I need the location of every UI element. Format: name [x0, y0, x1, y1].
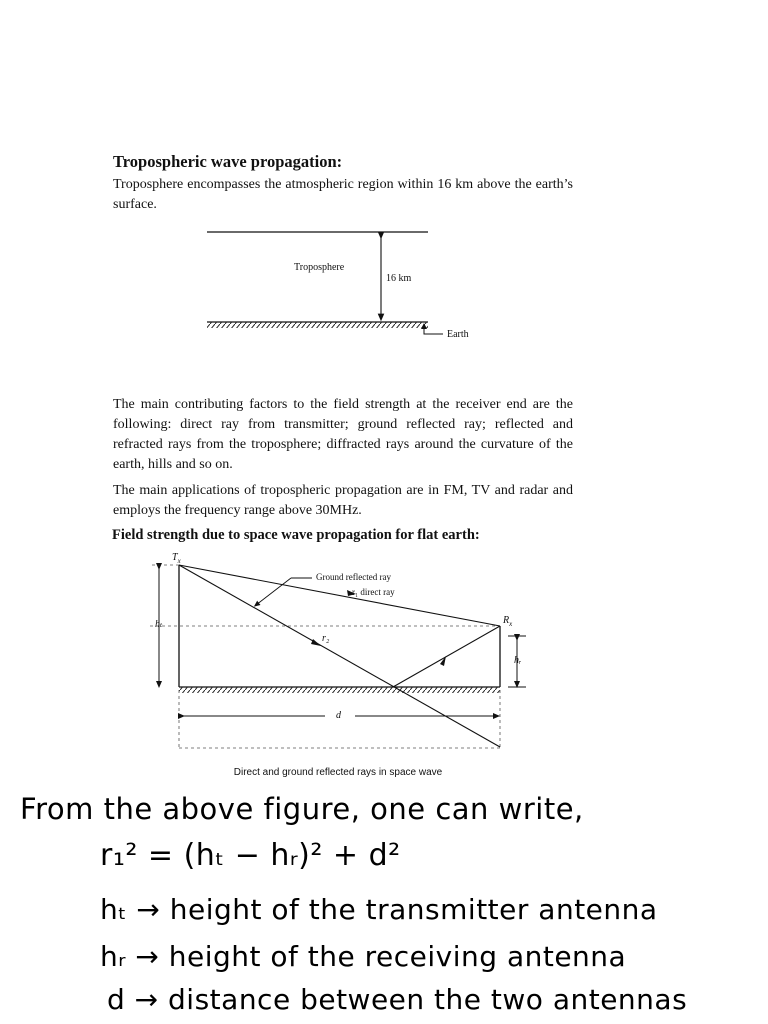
- reflected-ray-outgoing: [393, 626, 500, 687]
- handwritten-equation: r₁² = (hₜ − hᵣ)² + d²: [100, 838, 401, 873]
- label-ground-reflected-ray: Ground reflected ray: [316, 572, 391, 582]
- label-rx: $R_x$: [503, 615, 513, 628]
- figure-caption: Direct and ground reflected rays in space wave: [233, 767, 443, 778]
- handwritten-d-definition: d → distance between the two antennas: [107, 983, 688, 1016]
- ground-reflected-pointer-diag: [256, 578, 291, 605]
- label-r2: r₂: [322, 633, 330, 644]
- handwritten-line-intro: From the above figure, one can write,: [20, 792, 584, 826]
- paragraph-contributing-factors: The main contributing factors to the field strength at the receiver end are the following: direct ray from transmitter; ground reflected ray; reflected and refracted rays from the troposphere; diffracted rays around the curvature of the earth, hills and so on.: [113, 397, 573, 472]
- label-hr: hᵣ: [514, 655, 522, 666]
- label-ht: hₜ: [155, 619, 163, 630]
- section-heading-field-strength: Field strength due to space wave propagation for flat earth:: [112, 527, 480, 543]
- paragraph-applications: The main applications of tropospheric propagation are in FM, TV and radar and employs the frequency range above 30MHz.: [113, 483, 573, 518]
- label-earth: Earth: [447, 329, 469, 340]
- paragraph-troposphere-intro: Troposphere encompasses the atmospheric region within 16 km above the earth’s surface.: [113, 177, 573, 212]
- handwritten-hr-definition: hᵣ → height of the receiving antenna: [100, 940, 627, 973]
- label-tx: $T_x$: [172, 552, 181, 565]
- ground-hatching: [179, 687, 500, 693]
- label-d: d: [336, 710, 341, 721]
- label-16km: 16 km: [386, 273, 412, 284]
- section-heading-tropospheric: Tropospheric wave propagation:: [113, 152, 343, 171]
- label-troposphere: Troposphere: [294, 262, 345, 273]
- label-direct-ray: r₁ direct ray: [352, 587, 395, 597]
- handwritten-ht-definition: hₜ → height of the transmitter antenna: [100, 893, 658, 926]
